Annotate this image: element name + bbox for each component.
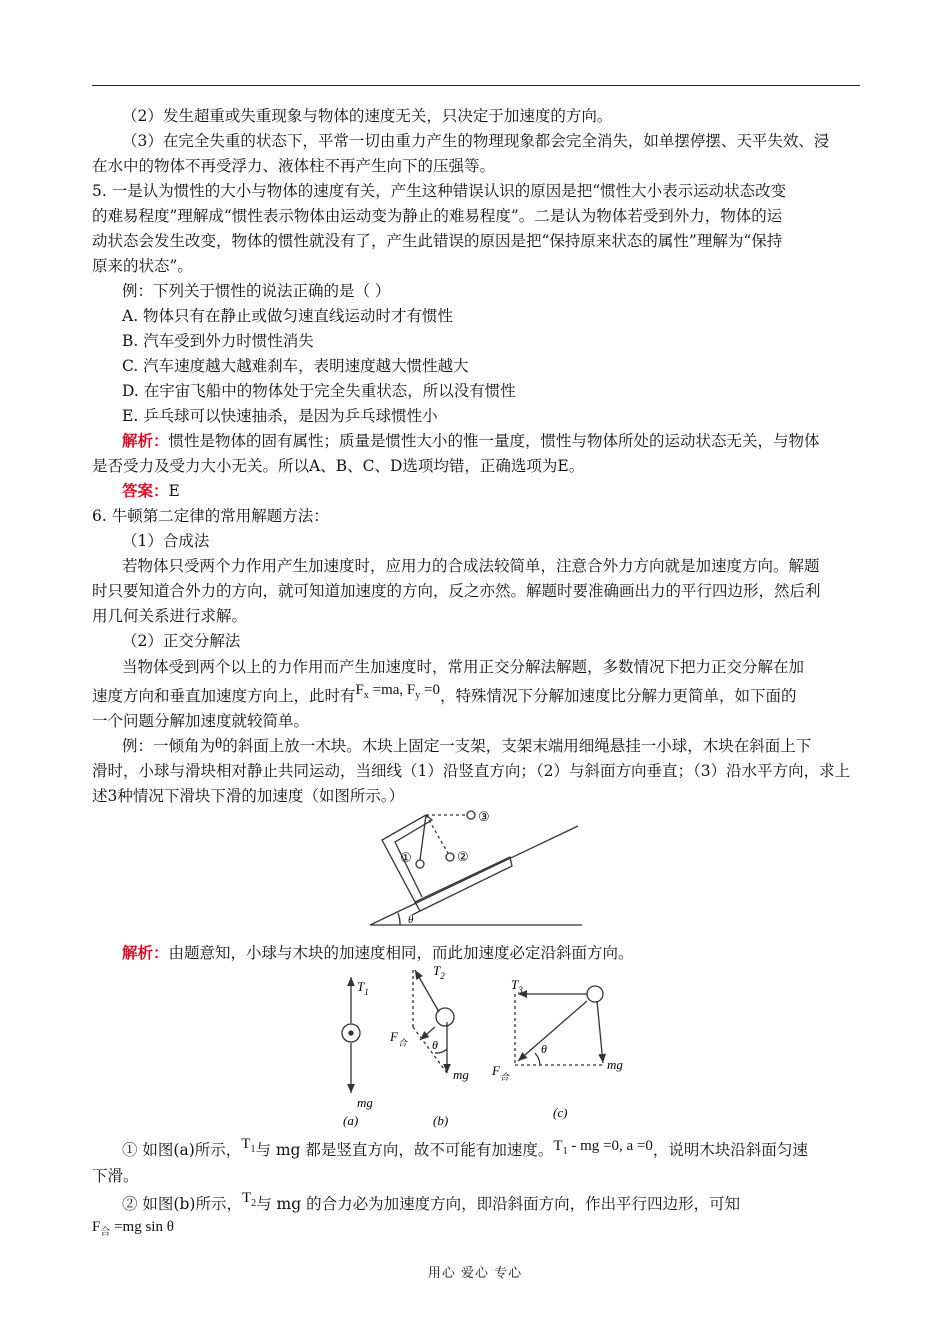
label-2: ②	[457, 849, 469, 864]
text-line: 5. 一是认为惯性的大小与物体的速度有关，产生这种错误认识的原因是把“惯性大小表示运动状态改变	[92, 182, 787, 200]
example-line: 例：一倾角为θ的斜面上放一木块。木块上固定一支架，支架末端用细绳悬挂一小球，木块在斜面上下	[122, 736, 812, 755]
option-d: D. 在宇宙飞船中的物体处于完全失重状态，所以没有惯性	[122, 382, 516, 400]
analysis-line: 解析：惯性是物体的固有属性；质量是惯性大小的惟一量度，惯性与物体所处的运动状态无关，与物体	[122, 431, 820, 450]
label-theta-c: θ	[541, 1042, 547, 1056]
analysis-label: 解析：	[122, 431, 169, 450]
diagram-c	[515, 986, 603, 1065]
text-line: 在水中的物体不再受浮力、液体柱不再产生向下的压强等。	[92, 157, 496, 175]
theta-label: θ	[408, 914, 414, 926]
text-line: 当物体受到两个以上的力作用而产生加速度时，常用正交分解法解题，多数情况下把力正交分解在加	[122, 658, 805, 676]
ball-2	[446, 853, 454, 861]
ball-1	[416, 860, 424, 868]
diagram-b	[413, 970, 454, 1073]
label-mg-c: mg	[607, 1057, 623, 1072]
incline-figure	[360, 800, 590, 935]
subsection-heading: （2）正交分解法	[122, 632, 241, 650]
text-line: 是否受力及受力大小无关。所以A、B、C、D选项均错，正确选项为E。	[92, 457, 585, 475]
text-line: 时只要知道合外力的方向，就可知道加速度的方向，反之亦然。解题时要准确画出力的平行四边形，然后利	[92, 582, 821, 600]
analysis-line: 解析：由题意知，小球与木块的加速度相同，而此加速度必定沿斜面方向。	[122, 943, 634, 962]
text-line-with-formula: 速度方向和垂直加速度方向上，此时有$F_x =ma$, $F_y =0$，特殊情况下分解加速度比分解力更简单，如下面的	[92, 682, 797, 705]
label-theta-b: θ	[432, 1038, 438, 1052]
header-rule	[92, 85, 860, 86]
text-line: 一个问题分解加速度就较简单。	[92, 712, 310, 730]
thread-1	[420, 815, 426, 860]
answer-line: 答案：E	[122, 481, 180, 500]
formula-line	[92, 1214, 174, 1241]
caption-a: (a)	[343, 1113, 359, 1128]
example-question: 例：下列关于惯性的说法正确的是（ ）	[122, 282, 391, 300]
page-footer: 用心 爱心 专心	[427, 1266, 523, 1281]
text-line: 下滑。	[92, 1167, 139, 1185]
label-1: ①	[400, 850, 412, 865]
text-line: 原来的状态”。	[92, 257, 193, 275]
label-f-b: $F_合$	[390, 1029, 407, 1048]
label-t3: $T_3$	[511, 977, 523, 995]
text-line: 述3种情况下滑块下滑的加速度（如图所示。）	[92, 787, 405, 805]
text-line-with-formula: ① 如图(a)所示，$T_1$与 mg 都是竖直方向，故不可能有加速度。$T_1$ - mg =0, a =0，说明木块沿斜面匀速	[122, 1136, 808, 1159]
symbol-t2: $T_2$	[241, 1190, 257, 1209]
text-line: 若物体只受两个力作用产生加速度时，应用力的合成法较简单，注意合外力方向就是加速度方向。解题	[122, 557, 820, 575]
angle-arc	[398, 913, 400, 925]
label-3: ③	[478, 809, 490, 824]
answer-label: 答案：	[122, 481, 169, 500]
section-heading: 6. 牛顿第二定律的常用解题方法：	[92, 507, 329, 525]
label-mg-a: mg	[357, 1095, 373, 1110]
diagram-a	[342, 977, 360, 1093]
option-b: B. 汽车受到外力时惯性消失	[122, 332, 314, 350]
text-line: 用几何关系进行求解。	[92, 607, 248, 625]
formula-fx-fy: $F_x =ma$, $F_y =0$	[355, 682, 440, 701]
caption-c: (c)	[553, 1105, 568, 1120]
option-a: A. 物体只有在静止或做匀速直线运动时才有惯性	[122, 307, 454, 325]
label-mg-b: mg	[453, 1067, 469, 1082]
analysis-label: 解析：	[122, 943, 169, 962]
text-line-with-formula: ② 如图(b)所示，$T_2$与 mg 的合力必为加速度方向，即沿斜面方向，作出平行四边形，可知	[122, 1190, 741, 1213]
text-line: （2）发生超重或失重现象与物体的速度无关，只决定于加速度的方向。	[122, 107, 613, 125]
option-c: C. 汽车速度越大越难刹车，表明速度越大惯性越大	[122, 357, 469, 375]
text-line: 滑时，小球与滑块相对静止共同运动，当细线（1）沿竖直方向；（2）与斜面方向垂直；（3）沿水平方向，求上	[92, 762, 851, 780]
caption-b: (b)	[433, 1113, 449, 1128]
theta-symbol: θ	[215, 736, 223, 752]
label-t2: $T_2$	[433, 965, 445, 981]
text-line: 的难易程度”理解成“惯性表示物体由运动变为静止的难易程度”。二是认为物体若受到外力，物体的运	[92, 207, 783, 225]
block	[412, 857, 512, 915]
symbol-t1: $T_1$	[241, 1136, 256, 1155]
formula-t1-mg: $T_1$ - mg =0, a =0	[553, 1138, 653, 1157]
thread-2	[426, 815, 448, 853]
option-e: E. 乒乓球可以快速抽杀，是因为乒乓球惯性小	[122, 407, 438, 425]
text-line: （3）在完全失重的状态下，平常一切由重力产生的物理现象都会完全消失，如单摆停摆、天平失效、浸	[122, 132, 830, 150]
force-diagrams	[335, 965, 645, 1130]
ball-3	[467, 811, 475, 819]
subsection-heading: （1）合成法	[122, 532, 210, 550]
label-f-c: $F_合$	[492, 1063, 509, 1082]
text-line: 动状态会发生改变，物体的惯性就没有了，产生此错误的原因是把“保持原来状态的属性”理解为“保持	[92, 232, 783, 250]
formula-fhe: $F_合 =mg$ sin θ	[92, 1219, 174, 1238]
label-t1: $T_1$	[357, 979, 369, 997]
